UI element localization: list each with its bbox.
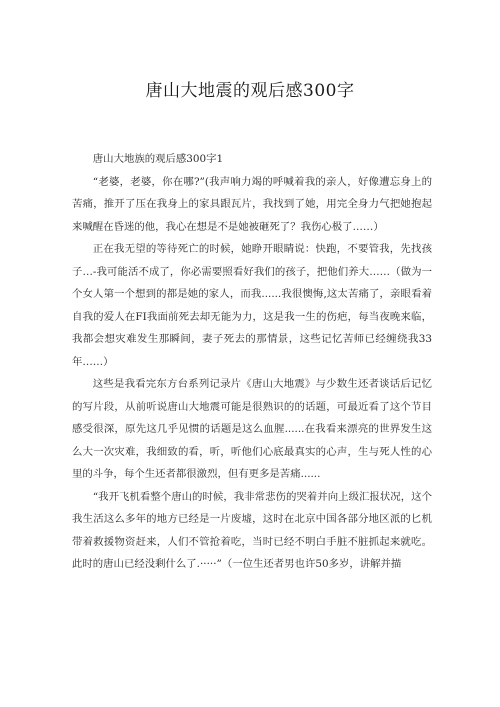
- paragraph: “我开飞机看整个唐山的时候，我非常悲伤的哭着并向上级汇报状况，这个我生活这么多年的地方已经是一片废墟，这时在北京中国各部分地区派的匕机带着救援物资赶来，人们不管抢着吃，当时已经不明白手脏不脏抓起来就吃。此时的唐山已经没剩什么了.·····”（一位生还者男也许50多岁，讲解并描: [72, 490, 432, 570]
- document-body: [72, 148, 432, 576]
- paragraph: 这些是我看完东方台系列记录片《唐山大地震》与少数生还者谈话后记忆的写片段，从前听说唐山大地震可能是很熟识的的话题，可最近看了这个节目感受很深，原先这几乎见惯的话题是这么血腥......在我看来漂亮的世界发生这么大一次灾难，我细致的看，听，听他们心底最真实的心声，生与死人性的心里的斗争，每个生还者都很激烈，但有更多是苦痛......: [72, 378, 432, 480]
- paragraph: 正在我无望的等待死亡的时候，她睁开眼睛说：快跑，不要管我，先找孩子…-我可能活不成了，你必需要照看好我们的孩子，把他们养大……（做为一个女人第一个想到的都是她的家人，而我......我很懊悔,这太苦痛了，亲眼看着自我的爱人在FI我面前死去却无能为力，这是我一生的伤疤，每当夜晚来临，我都会想灾难发生那瞬间，妻子死去的那情景，这些记忆苦师已经缠绕我33年……）: [72, 243, 432, 368]
- document-subtitle: 唐山大地族的观后感300字1: [92, 153, 224, 165]
- document-title: 唐山大地震的观后感300字: [145, 81, 355, 101]
- paragraph: “老婆，老婆，你在哪?”(我声响力竭的呼喊着我的亲人，好像遭忘身上的苦痛，推开了压在我身上的家具跟瓦片，我找到了她，用完全身力气把她抱起来喊醒在昏迷的他，我心在想是不是她被砸死了？我伤心极了……）: [72, 175, 432, 233]
